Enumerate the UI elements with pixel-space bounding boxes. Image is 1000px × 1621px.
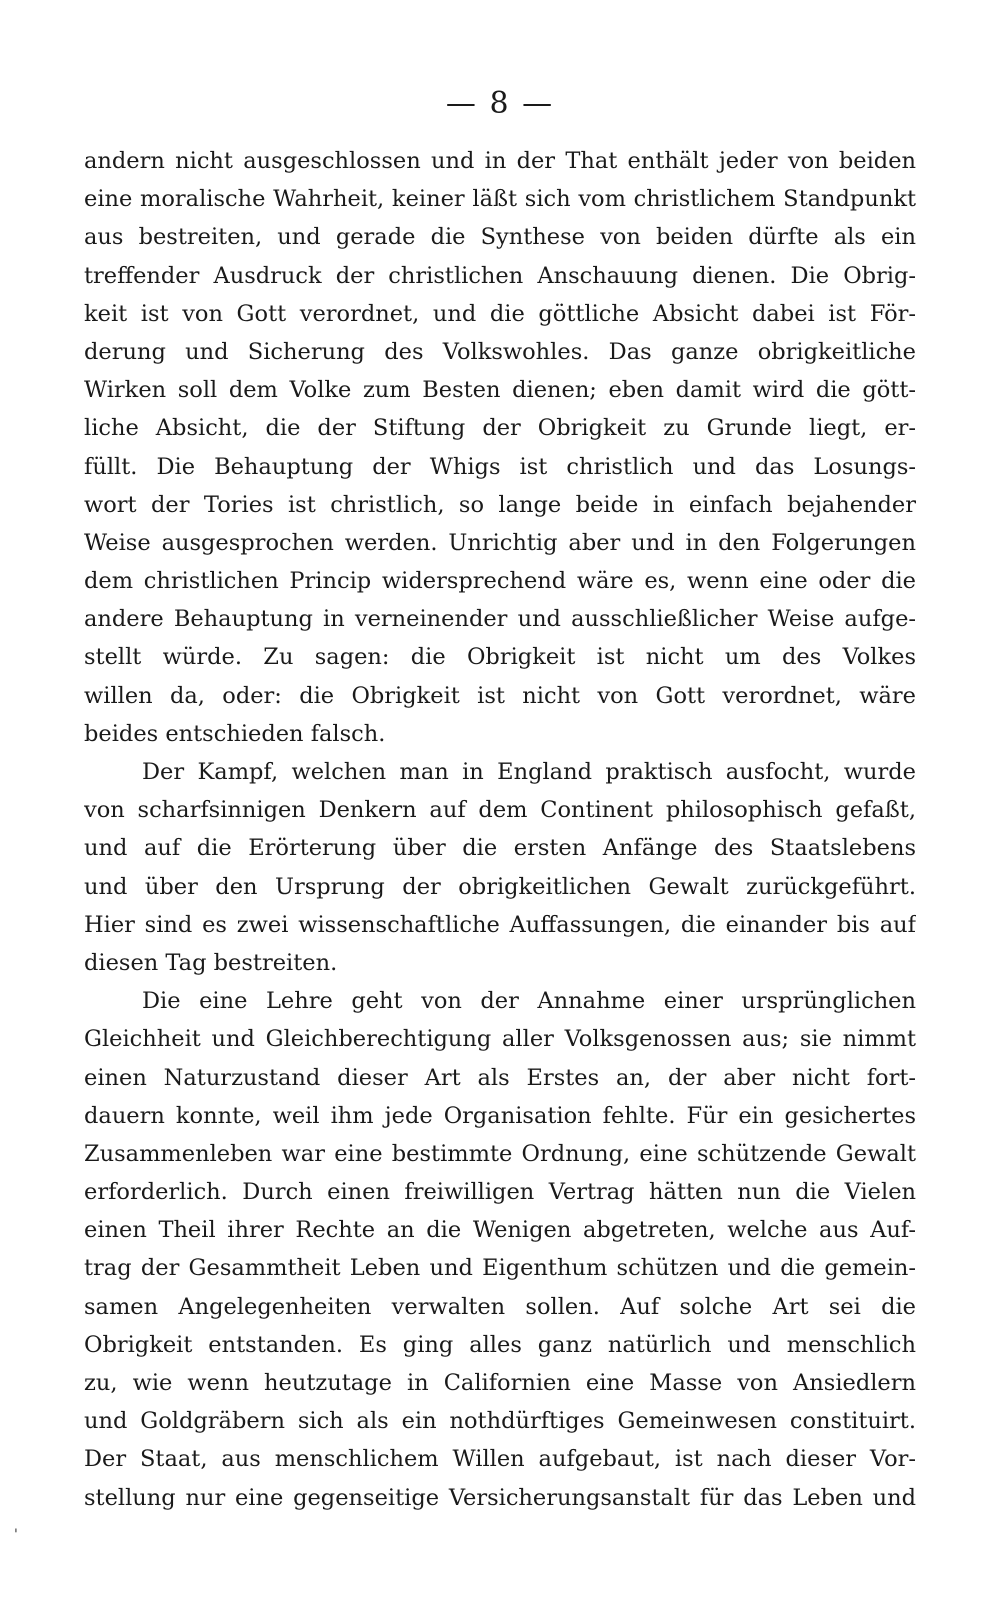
- text-line: und über den Ursprung der obrigkeitlichen Gewalt zurückgeführt.: [84, 873, 916, 900]
- text-line: dauern konnte, weil ihm jede Organisation fehlte. Für ein gesichertes: [84, 1102, 916, 1129]
- paragraph: [84, 982, 916, 1517]
- page-number: — 8 —: [445, 86, 555, 121]
- paragraph: [84, 753, 916, 982]
- text-line: von scharfsinnigen Denkern auf dem Continent philosophisch gefaßt,: [84, 797, 916, 824]
- text-line: Gleichheit und Gleichberechtigung aller Volksgenossen aus; sie nimmt: [84, 1026, 916, 1053]
- text-line: Zusammenleben war eine bestimmte Ordnung, eine schützende Gewalt: [84, 1140, 916, 1167]
- text-line: diesen Tag bestreiten.: [84, 949, 338, 976]
- text-line: zu, wie wenn heutzutage in Californien eine Masse von Ansiedlern: [84, 1370, 916, 1396]
- text-line: dem christlichen Princip widersprechend wäre es, wenn eine oder die: [84, 568, 916, 595]
- margin-mark: ': [14, 1527, 18, 1543]
- body-text: [84, 142, 916, 1517]
- text-line: liche Absicht, die der Stiftung der Obrigkeit zu Grunde liegt, er-: [84, 415, 916, 442]
- text-line: einen Naturzustand dieser Art als Erstes an, der aber nicht fort-: [84, 1064, 916, 1091]
- text-line: eine moralische Wahrheit, keiner läßt sich vom christlichem Standpunkt: [84, 186, 916, 213]
- text-line: Die eine Lehre geht von der Annahme einer ursprünglichen: [142, 988, 916, 1015]
- text-line: Hier sind es zwei wissenschaftliche Auffassungen, die einander bis auf: [84, 911, 916, 938]
- text-line: Wirken soll dem Volke zum Besten dienen; eben damit wird die gött-: [84, 377, 916, 404]
- text-line: willen da, oder: die Obrigkeit ist nicht von Gott verordnet, wäre: [84, 682, 916, 709]
- text-line: andern nicht ausgeschlossen und in der That enthält jeder von beiden: [84, 148, 916, 174]
- text-line: stellung nur eine gegenseitige Versicherungsanstalt für das Leben und: [84, 1484, 916, 1511]
- text-line: aus bestreiten, und gerade die Synthese von beiden dürfte als ein: [84, 224, 916, 251]
- text-line: und Goldgräbern sich als ein nothdürftiges Gemeinwesen constituirt.: [84, 1408, 916, 1435]
- text-line: Weise ausgesprochen werden. Unrichtig aber und in den Folgerungen: [84, 529, 916, 556]
- text-line: keit ist von Gott verordnet, und die göttliche Absicht dabei ist För-: [84, 300, 916, 327]
- text-line: einen Theil ihrer Rechte an die Wenigen abgetreten, welche aus Auf-: [84, 1217, 916, 1244]
- text-line: wort der Tories ist christlich, so lange beide in einfach bejahender: [84, 491, 916, 518]
- text-line: Obrigkeit entstanden. Es ging alles ganz natürlich und menschlich: [84, 1331, 916, 1358]
- text-line: treffender Ausdruck der christlichen Anschauung dienen. Die Obrig-: [84, 262, 916, 289]
- text-line: Der Kampf, welchen man in England praktisch ausfocht, wurde: [142, 759, 916, 785]
- text-line: und auf die Erörterung über die ersten Anfänge des Staatslebens: [84, 835, 916, 862]
- text-line: samen Angelegenheiten verwalten sollen. Auf solche Art sei die: [84, 1293, 916, 1320]
- text-line: erforderlich. Durch einen freiwilligen Vertrag hätten nun die Vielen: [84, 1179, 916, 1206]
- paragraph: [84, 142, 916, 753]
- text-line: andere Behauptung in verneinender und ausschließlicher Weise aufge-: [84, 606, 916, 633]
- text-line: füllt. Die Behauptung der Whigs ist christlich und das Losungs-: [84, 453, 916, 480]
- text-line: stellt würde. Zu sagen: die Obrigkeit ist nicht um des Volkes: [84, 644, 916, 671]
- text-line: trag der Gesammtheit Leben und Eigenthum schützen und die gemein-: [84, 1255, 916, 1282]
- text-line: beides entschieden falsch.: [84, 720, 386, 747]
- text-line: derung und Sicherung des Volkswohles. Das ganze obrigkeitliche: [84, 338, 916, 365]
- text-line: Der Staat, aus menschlichem Willen aufgebaut, ist nach dieser Vor-: [84, 1446, 916, 1473]
